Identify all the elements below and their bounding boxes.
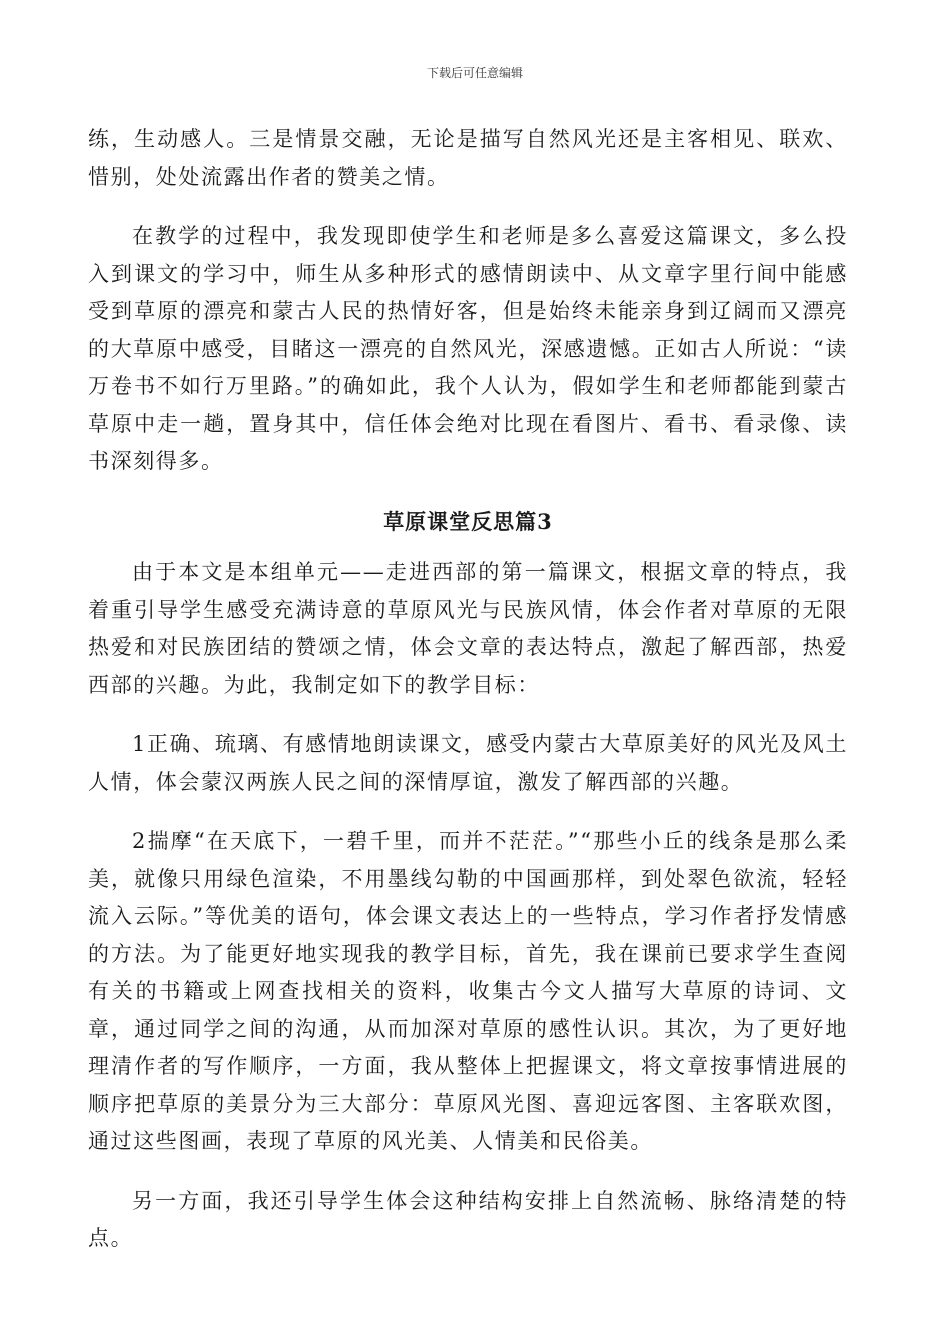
paragraph-3: 由于本文是本组单元——走进西部的第一篇课文，根据文章的特点，我着重引导学生感受充满诗意的草原风光与民族风情，体会作者对草原的无限热爱和对民族团结的赞颂之情，体会文章的表达特点，激起了解西部，热爱西部的兴趣。为此，我制定如下的教学目标： [88, 560, 848, 697]
section-heading: 草原课堂反思篇3 [383, 508, 553, 534]
paragraph-1: 练，生动感人。三是情景交融，无论是描写自然风光还是主客相见、联欢、惜别，处处流露出作者的赞美之情。 [88, 127, 848, 189]
paragraph-5: 2揣摩“在天底下，一碧千里，而并不茫茫。”“那些小丘的线条是那么柔美，就像只用绿色渲染，不用墨线勾勒的中国画那样，到处翠色欲流，轻轻流入云际。”等优美的语句，体会课文表达上的一些特点，学习作者抒发情感的方法。为了能更好地实现我的教学目标，首先，我在课前已要求学生查阅有关的书籍或上网查找相关的资料，收集古今文人描写大草原的诗词、文章，通过同学之间的沟通，从而加深对草原的感性认识。其次，为了更好地理清作者的写作顺序，一方面，我从整体上把握课文，将文章按事情进展的顺序把草原的美景分为三大部分：草原风光图、喜迎远客图、主客联欢图，通过这些图画，表现了草原的风光美、人情美和民俗美。 [88, 829, 848, 1153]
document-body [88, 121, 848, 1258]
header-note: 下载后可任意编辑 [426, 66, 523, 80]
paragraph-4: 1正确、琉璃、有感情地朗读课文，感受内蒙古大草原美好的风光及风土人情，体会蒙汉两族人民之间的深情厚谊，激发了解西部的兴趣。 [88, 732, 848, 794]
paragraph-2: 在教学的过程中，我发现即使学生和老师是多么喜爱这篇课文，多么投入到课文的学习中，师生从多种形式的感情朗读中、从文章字里行间中能感受到草原的漂亮和蒙古人民的热情好客，但是始终未能亲身到辽阔而又漂亮的大草原中感受，目睹这一漂亮的自然风光，深感遗憾。正如古人所说：“读万卷书不如行万里路。”的确如此，我个人认为，假如学生和老师都能到蒙古草原中走一趟，置身其中，信任体会绝对比现在看图片、看书、看录像、读书深刻得多。 [88, 224, 848, 473]
paragraph-6: 另一方面，我还引导学生体会这种结构安排上自然流畅、脉络清楚的特点。 [88, 1188, 848, 1250]
